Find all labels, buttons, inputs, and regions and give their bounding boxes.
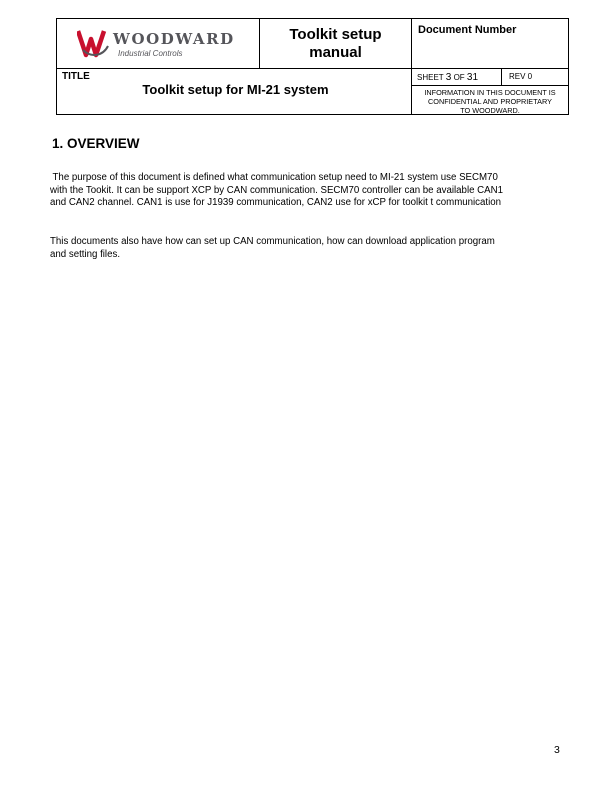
overview-paragraph-2 — [50, 236, 570, 261]
title-label: TITLE — [62, 71, 90, 82]
overview-paragraph-1 — [50, 172, 570, 210]
sheet-prefix: SHEET — [417, 73, 444, 82]
document-number-cell — [412, 19, 568, 69]
document-type-line2: manual — [309, 43, 362, 61]
document-type-line1: Toolkit setup — [289, 25, 382, 43]
confidential-line1: INFORMATION IN THIS DOCUMENT IS — [424, 88, 556, 97]
logo-subtitle: Industrial Controls — [118, 49, 183, 58]
paragraph-line: The purpose of this document is defined what communication setup need to MI-21 system use SECM70 — [50, 172, 498, 183]
revision-cell — [502, 69, 568, 86]
section-heading-overview: 1. OVERVIEW — [52, 136, 140, 151]
paragraph-line: and setting files. — [50, 248, 121, 260]
logo-cell — [57, 19, 260, 69]
woodward-logo-mark — [77, 28, 109, 58]
document-title: Toolkit setup for MI-21 system — [142, 82, 329, 97]
paragraph-line: and CAN2 channel. CAN1 is use for J1939 communication, CAN2 use for xCP for toolkit t communication — [50, 197, 502, 208]
revision-label: REV 0 — [509, 72, 533, 81]
document-header-table — [56, 18, 569, 115]
sheet-of: OF — [453, 73, 465, 82]
document-number-label: Document Number — [418, 24, 517, 36]
confidentiality-notice — [412, 86, 568, 114]
page-number: 3 — [554, 744, 560, 756]
paragraph-line: This documents also have how can set up CAN communication, how can download application program — [50, 236, 495, 247]
paragraph-line: with the Tookit. It can be support XCP by CAN communication. SECM70 controller can be available CAN1 — [50, 184, 504, 196]
sheet-cell — [412, 69, 502, 86]
document-type-cell — [260, 19, 412, 69]
confidential-line3: TO WOODWARD. — [460, 106, 520, 115]
sheet-current: 3 — [445, 72, 452, 83]
confidential-line2: CONFIDENTIAL AND PROPRIETARY — [428, 97, 552, 106]
title-cell — [57, 69, 412, 114]
sheet-total: 31 — [466, 72, 479, 83]
logo-wordmark: WOODWARD — [113, 30, 235, 48]
